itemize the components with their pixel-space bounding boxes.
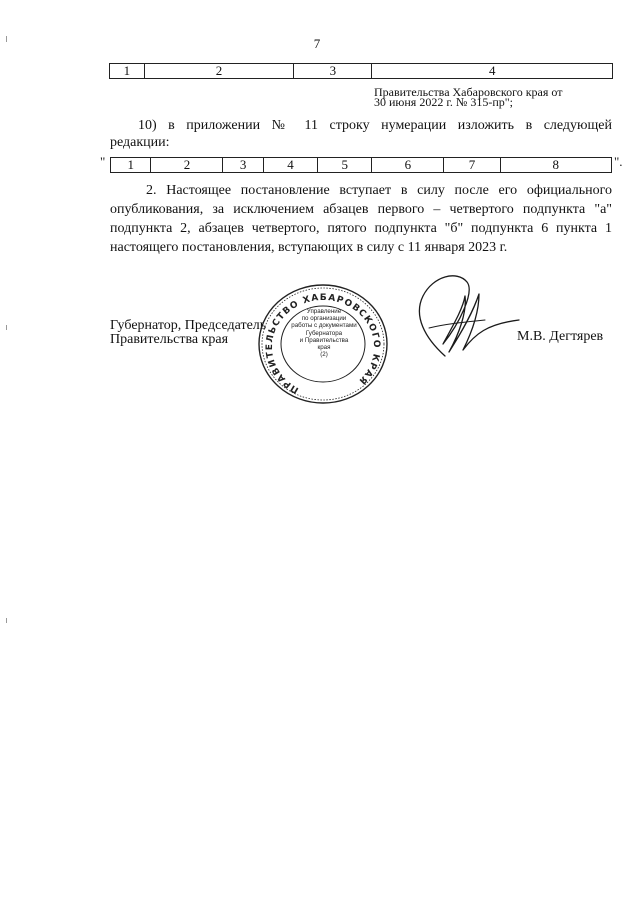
stamp-line: (2) xyxy=(320,351,328,359)
table-cell: 4 xyxy=(372,64,613,79)
reference-note-line1: Правительства Хабаровского края от xyxy=(374,85,563,99)
table-cell: 2 xyxy=(144,64,293,79)
paragraph-2-line1: 2. Настоящее постановление вступает в силу после его официального xyxy=(146,183,612,198)
open-quote: " xyxy=(100,154,106,169)
stamp-line: и Правительства xyxy=(299,336,349,344)
table-cell: 1 xyxy=(110,64,145,79)
table-cell: 3 xyxy=(294,64,372,79)
stamp-line: края xyxy=(317,344,331,352)
close-quote: ". xyxy=(614,154,623,169)
signatory-title-line2: Правительства края xyxy=(110,332,229,347)
stamp-line: по организации xyxy=(301,315,347,323)
svg-text:ПРАВИТЕЛЬСТВО ХАБАРОВСКОГО КРА: ПРАВИТЕЛЬСТВО ХАБАРОВСКОГО КРАЯ xyxy=(265,292,382,395)
table-cell: 7 xyxy=(444,158,500,173)
table-row xyxy=(110,64,613,79)
paragraph-10-line2: редакции: xyxy=(110,135,170,150)
table-cell: 2 xyxy=(151,158,223,173)
table-cell: 1 xyxy=(111,158,151,173)
table-cell: 8 xyxy=(500,158,611,173)
stamp-line: работы с документами xyxy=(291,322,357,330)
stamp-inner-text xyxy=(283,308,365,358)
table-row xyxy=(111,158,612,173)
table-cell: 5 xyxy=(318,158,372,173)
table-cell: 4 xyxy=(263,158,317,173)
scan-mark xyxy=(6,36,7,42)
scan-mark xyxy=(6,325,7,330)
table-cell: 6 xyxy=(372,158,444,173)
column-numbering-table xyxy=(110,157,612,173)
page-number: 7 xyxy=(313,36,321,51)
paragraph-10-line1: 10) в приложении № 11 строку нумерации изложить в следующей xyxy=(138,118,612,133)
paragraph-2-line3: подпункта 2, абзацев четвертого, пятого подпункта "б" подпункта 6 пункта 1 xyxy=(110,221,612,236)
table-cell: 3 xyxy=(223,158,263,173)
scan-mark xyxy=(6,618,7,623)
reference-note-line2: 30 июня 2022 г. № 315-пр"; xyxy=(374,95,513,109)
paragraph-2-line4: настоящего постановления, вступающих в силу с 11 января 2023 г. xyxy=(110,240,508,255)
stamp-line: Управление xyxy=(306,308,342,315)
signatory-title-line1: Губернатор, Председатель xyxy=(110,318,267,333)
paragraph-2-line2: опубликования, за исключением абзацев первого – четвертого подпункта "а" xyxy=(110,202,612,217)
signatory-name: М.В. Дегтярев xyxy=(517,329,604,344)
handwritten-signature xyxy=(405,268,523,358)
stamp-line: Губернатора xyxy=(305,329,343,337)
column-numbering-table-top xyxy=(109,63,613,79)
